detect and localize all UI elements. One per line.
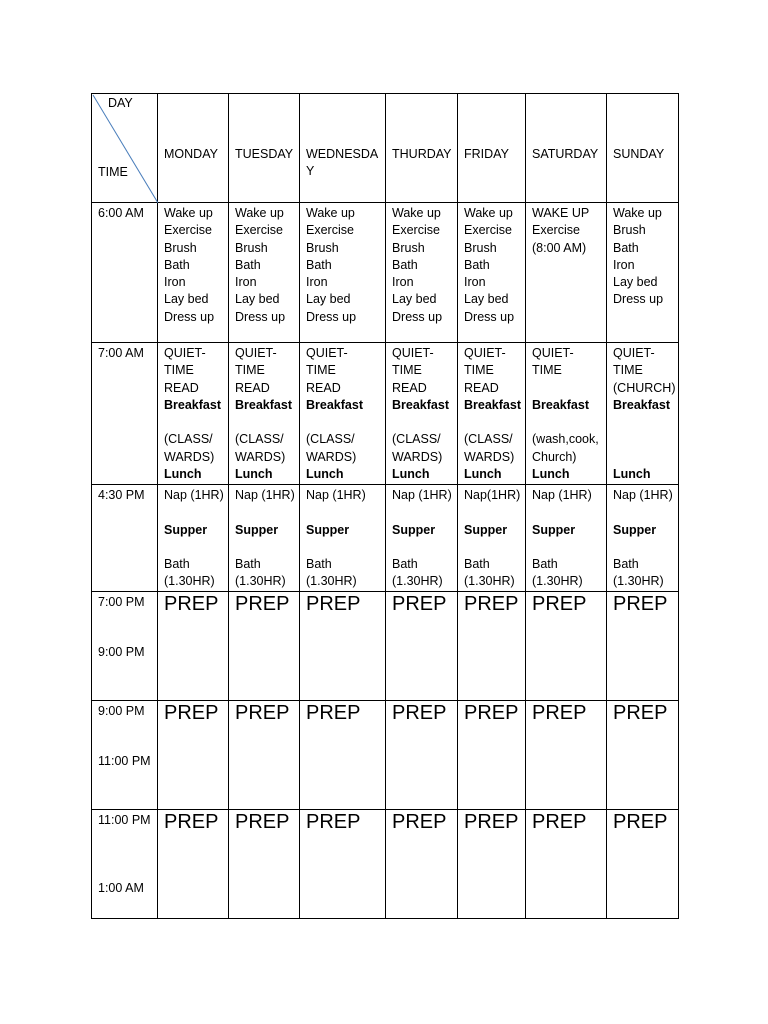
- activity-line: READ: [464, 380, 499, 395]
- prep-cell-friday: [458, 591, 526, 700]
- activity-line: [532, 414, 603, 431]
- prep-label: PREP: [306, 701, 361, 724]
- activity-line: [613, 431, 675, 448]
- activity-line: Wake up: [235, 206, 284, 220]
- activity-line: Breakfast: [306, 397, 363, 412]
- activity-line: Lunch: [306, 467, 344, 482]
- activity-line: [532, 380, 603, 397]
- activity-line: Brush: [164, 240, 197, 255]
- activity-cell-friday: [458, 343, 526, 485]
- activity-line: [464, 504, 522, 521]
- day-header-sunday: SUNDAY: [607, 94, 679, 203]
- activity-line: Wake up: [613, 206, 662, 220]
- time-label: 6:00 AM: [98, 206, 144, 220]
- activity-line: Supper: [532, 522, 576, 537]
- activity-line: Supper: [164, 522, 208, 537]
- prep-label: PREP: [164, 701, 219, 724]
- activity-line: QUIET-: [306, 346, 348, 360]
- activity-line: Bath: [613, 240, 639, 255]
- activity-line: Iron: [464, 275, 486, 290]
- prep-cell-wednesday: [300, 591, 386, 700]
- activity-cell-sunday: [607, 203, 679, 343]
- activity-line: Nap (1HR): [235, 488, 295, 502]
- activity-line: Lay bed: [306, 292, 351, 307]
- time-range-end: 1:00 AM: [98, 880, 144, 895]
- prep-label: PREP: [464, 592, 519, 615]
- activity-cell-thursday: [386, 203, 458, 343]
- activity-line: Supper: [613, 522, 657, 537]
- activity-line: [392, 539, 454, 556]
- prep-cell-wednesday: [300, 700, 386, 809]
- activity-line: Supper: [464, 522, 508, 537]
- activity-line: (CHURCH): [613, 380, 676, 395]
- prep-label: PREP: [532, 592, 587, 615]
- activity-line: Nap (1HR): [392, 488, 452, 502]
- activity-line: [392, 504, 454, 521]
- prep-label: PREP: [306, 592, 361, 615]
- activity-line: WARDS): [392, 449, 443, 464]
- activity-line: WARDS): [306, 449, 357, 464]
- activity-line: Wake up: [164, 206, 213, 220]
- activity-line: Brush: [392, 240, 425, 255]
- activity-line: TIME: [464, 363, 494, 378]
- activity-line: Breakfast: [613, 397, 670, 412]
- prep-label: PREP: [392, 810, 447, 833]
- corner-time-label: TIME: [98, 165, 128, 179]
- time-range-start: 7:00 PM: [98, 594, 145, 609]
- activity-line: Bath: [613, 557, 639, 572]
- prep-cell-saturday: [526, 591, 607, 700]
- activity-line: [392, 414, 454, 431]
- activity-line: Nap (1HR): [532, 488, 592, 502]
- activity-line: QUIET-: [392, 346, 434, 360]
- time-range-cell: [92, 809, 158, 918]
- activity-cell-friday: [458, 203, 526, 343]
- activity-cell-monday: [158, 343, 229, 485]
- activity-line: Wake up: [306, 206, 355, 220]
- prep-label: PREP: [392, 592, 447, 615]
- activity-line: Brush: [613, 223, 646, 238]
- activity-line: Lay bed: [392, 292, 437, 307]
- activity-cell-monday: [158, 203, 229, 343]
- day-header-monday: MONDAY: [158, 94, 229, 203]
- prep-label: PREP: [532, 701, 587, 724]
- prep-label: PREP: [392, 701, 447, 724]
- activity-line: TIME: [613, 363, 643, 378]
- activity-line: Brush: [464, 240, 497, 255]
- prep-label: PREP: [613, 701, 668, 724]
- prep-cell-tuesday: [229, 591, 300, 700]
- timetable: [91, 93, 679, 919]
- prep-cell-monday: [158, 700, 229, 809]
- activity-line: [235, 504, 296, 521]
- activity-line: Supper: [235, 522, 279, 537]
- activity-line: (CLASS/: [235, 432, 284, 447]
- prep-cell-sunday: [607, 700, 679, 809]
- activity-cell-thursday: [386, 343, 458, 485]
- activity-line: QUIET-: [164, 346, 206, 360]
- activity-cell-saturday: [526, 343, 607, 485]
- activity-line: [164, 539, 225, 556]
- activity-line: (1.30HR): [532, 574, 583, 589]
- activity-cell-sunday: [607, 485, 679, 592]
- prep-cell-tuesday: [229, 809, 300, 918]
- activity-line: Lunch: [532, 467, 570, 482]
- activity-line: Wake up: [464, 206, 513, 220]
- activity-line: TIME: [306, 363, 336, 378]
- activity-line: Bath: [164, 557, 190, 572]
- activity-line: Dress up: [306, 309, 357, 324]
- activity-line: TIME: [235, 363, 265, 378]
- activity-cell-tuesday: [229, 203, 300, 343]
- activity-cell-saturday: [526, 485, 607, 592]
- activity-line: [164, 504, 225, 521]
- activity-cell-tuesday: [229, 343, 300, 485]
- activity-line: Bath: [464, 557, 490, 572]
- activity-line: Lunch: [392, 467, 430, 482]
- day-header-tuesday: TUESDAY: [229, 94, 300, 203]
- prep-label: PREP: [613, 810, 668, 833]
- header-row: [92, 94, 679, 203]
- activity-line: [235, 414, 296, 431]
- activity-line: WAKE UP: [532, 206, 590, 220]
- activity-line: (CLASS/: [392, 432, 441, 447]
- time-range-cell: [92, 591, 158, 700]
- activity-line: Breakfast: [235, 397, 292, 412]
- activity-line: (wash,cook,: [532, 432, 599, 447]
- time-range-start: 11:00 PM: [98, 812, 151, 827]
- prep-cell-friday: [458, 809, 526, 918]
- prep-label: PREP: [306, 810, 361, 833]
- activity-line: (1.30HR): [164, 574, 215, 589]
- day-header-saturday: SATURDAY: [526, 94, 607, 203]
- activity-line: Bath: [532, 557, 558, 572]
- activity-line: [613, 449, 675, 466]
- activity-line: Breakfast: [164, 397, 221, 412]
- activity-line: [464, 539, 522, 556]
- activity-line: Breakfast: [532, 397, 589, 412]
- prep-label: PREP: [235, 810, 290, 833]
- activity-line: Breakfast: [464, 397, 521, 412]
- activity-cell-saturday: [526, 203, 607, 343]
- activity-line: [613, 539, 675, 556]
- prep-cell-thursday: [386, 809, 458, 918]
- day-header-thursday: THURDAY: [386, 94, 458, 203]
- activity-line: READ: [164, 380, 199, 395]
- time-label: 4:30 PM: [98, 488, 145, 502]
- activity-line: (8:00 AM): [532, 240, 587, 255]
- activity-line: Brush: [306, 240, 339, 255]
- corner-day-label: DAY: [108, 96, 133, 110]
- activity-line: Bath: [306, 557, 332, 572]
- activity-line: (1.30HR): [392, 574, 443, 589]
- activity-line: Lay bed: [464, 292, 509, 307]
- activity-line: Church): [532, 449, 577, 464]
- activity-line: READ: [392, 380, 427, 395]
- activity-line: Brush: [235, 240, 268, 255]
- activity-line: TIME: [532, 363, 562, 378]
- activity-line: WARDS): [164, 449, 215, 464]
- activity-line: Iron: [613, 257, 635, 272]
- activity-line: QUIET-: [464, 346, 506, 360]
- activity-line: (1.30HR): [306, 574, 357, 589]
- activity-line: Iron: [164, 275, 186, 290]
- activity-line: Lay bed: [613, 275, 658, 290]
- prep-cell-sunday: [607, 809, 679, 918]
- time-cell: [92, 343, 158, 485]
- activity-line: READ: [306, 380, 341, 395]
- activity-cell-sunday: [607, 343, 679, 485]
- activity-line: [306, 504, 382, 521]
- prep-label: PREP: [164, 592, 219, 615]
- activity-line: Lunch: [235, 467, 273, 482]
- activity-line: QUIET-: [613, 346, 655, 360]
- activity-line: Nap (1HR): [306, 488, 366, 502]
- activity-line: Bath: [235, 257, 261, 272]
- time-range-cell: [92, 700, 158, 809]
- time-cell: [92, 203, 158, 343]
- activity-line: Exercise: [392, 223, 440, 238]
- activity-line: Bath: [464, 257, 490, 272]
- prep-label: PREP: [235, 592, 290, 615]
- activity-cell-wednesday: [300, 203, 386, 343]
- activity-line: Bath: [306, 257, 332, 272]
- activity-cell-wednesday: [300, 343, 386, 485]
- activity-line: Lay bed: [164, 292, 209, 307]
- activity-line: QUIET-: [532, 346, 574, 360]
- activity-line: Nap (1HR): [164, 488, 224, 502]
- prep-row: [92, 809, 679, 918]
- activity-cell-monday: [158, 485, 229, 592]
- prep-label: PREP: [464, 701, 519, 724]
- activity-line: Iron: [306, 275, 328, 290]
- day-header-friday: FRIDAY: [458, 94, 526, 203]
- activity-line: [464, 414, 522, 431]
- activity-line: Exercise: [532, 223, 580, 238]
- prep-cell-thursday: [386, 700, 458, 809]
- activity-line: [306, 539, 382, 556]
- activity-line: Exercise: [164, 223, 212, 238]
- activity-cell-wednesday: [300, 485, 386, 592]
- activity-line: Iron: [235, 275, 257, 290]
- activity-line: [235, 539, 296, 556]
- corner-cell: [92, 94, 158, 203]
- activity-line: WARDS): [235, 449, 286, 464]
- time-cell: [92, 485, 158, 592]
- activity-line: Lunch: [164, 467, 202, 482]
- activity-line: [532, 539, 603, 556]
- activity-line: [532, 504, 603, 521]
- prep-cell-friday: [458, 700, 526, 809]
- prep-cell-saturday: [526, 700, 607, 809]
- activity-line: [306, 414, 382, 431]
- prep-cell-monday: [158, 809, 229, 918]
- schedule-row: [92, 485, 679, 592]
- activity-line: [613, 504, 675, 521]
- activity-line: READ: [235, 380, 270, 395]
- activity-line: Lunch: [613, 467, 651, 482]
- activity-line: Dress up: [164, 309, 215, 324]
- activity-cell-thursday: [386, 485, 458, 592]
- time-range-end: 9:00 PM: [98, 644, 145, 659]
- prep-label: PREP: [235, 701, 290, 724]
- prep-cell-monday: [158, 591, 229, 700]
- activity-line: WARDS): [464, 449, 515, 464]
- activity-line: (CLASS/: [464, 432, 513, 447]
- prep-label: PREP: [532, 810, 587, 833]
- activity-line: Iron: [392, 275, 414, 290]
- activity-line: Dress up: [235, 309, 286, 324]
- activity-line: Exercise: [235, 223, 283, 238]
- activity-line: QUIET-: [235, 346, 277, 360]
- activity-line: Dress up: [613, 292, 664, 307]
- schedule-row: [92, 203, 679, 343]
- activity-line: Dress up: [392, 309, 443, 324]
- activity-line: Breakfast: [392, 397, 449, 412]
- activity-line: Nap(1HR): [464, 488, 521, 502]
- activity-line: Exercise: [306, 223, 354, 238]
- activity-line: TIME: [392, 363, 422, 378]
- schedule-row: [92, 343, 679, 485]
- activity-line: Bath: [235, 557, 261, 572]
- time-range-end: 11:00 PM: [98, 753, 151, 768]
- prep-cell-thursday: [386, 591, 458, 700]
- activity-cell-friday: [458, 485, 526, 592]
- prep-cell-wednesday: [300, 809, 386, 918]
- activity-line: Lay bed: [235, 292, 280, 307]
- prep-row: [92, 591, 679, 700]
- prep-cell-tuesday: [229, 700, 300, 809]
- activity-line: (1.30HR): [464, 574, 515, 589]
- prep-cell-saturday: [526, 809, 607, 918]
- activity-cell-tuesday: [229, 485, 300, 592]
- prep-label: PREP: [464, 810, 519, 833]
- activity-line: (CLASS/: [164, 432, 213, 447]
- activity-line: Supper: [392, 522, 436, 537]
- time-range-start: 9:00 PM: [98, 703, 145, 718]
- activity-line: Dress up: [464, 309, 515, 324]
- activity-line: Bath: [392, 257, 418, 272]
- activity-line: (CLASS/: [306, 432, 355, 447]
- activity-line: Wake up: [392, 206, 441, 220]
- prep-label: PREP: [164, 810, 219, 833]
- activity-line: Exercise: [464, 223, 512, 238]
- day-header-wednesday: WEDNESDAY: [300, 94, 386, 203]
- activity-line: Supper: [306, 522, 350, 537]
- activity-line: Bath: [164, 257, 190, 272]
- activity-line: (1.30HR): [613, 574, 664, 589]
- activity-line: [613, 414, 675, 431]
- prep-row: [92, 700, 679, 809]
- prep-cell-sunday: [607, 591, 679, 700]
- activity-line: Nap (1HR): [613, 488, 673, 502]
- prep-label: PREP: [613, 592, 668, 615]
- activity-line: Lunch: [464, 467, 502, 482]
- activity-line: Bath: [392, 557, 418, 572]
- activity-line: (1.30HR): [235, 574, 286, 589]
- activity-line: [164, 414, 225, 431]
- activity-line: TIME: [164, 363, 194, 378]
- time-label: 7:00 AM: [98, 346, 144, 360]
